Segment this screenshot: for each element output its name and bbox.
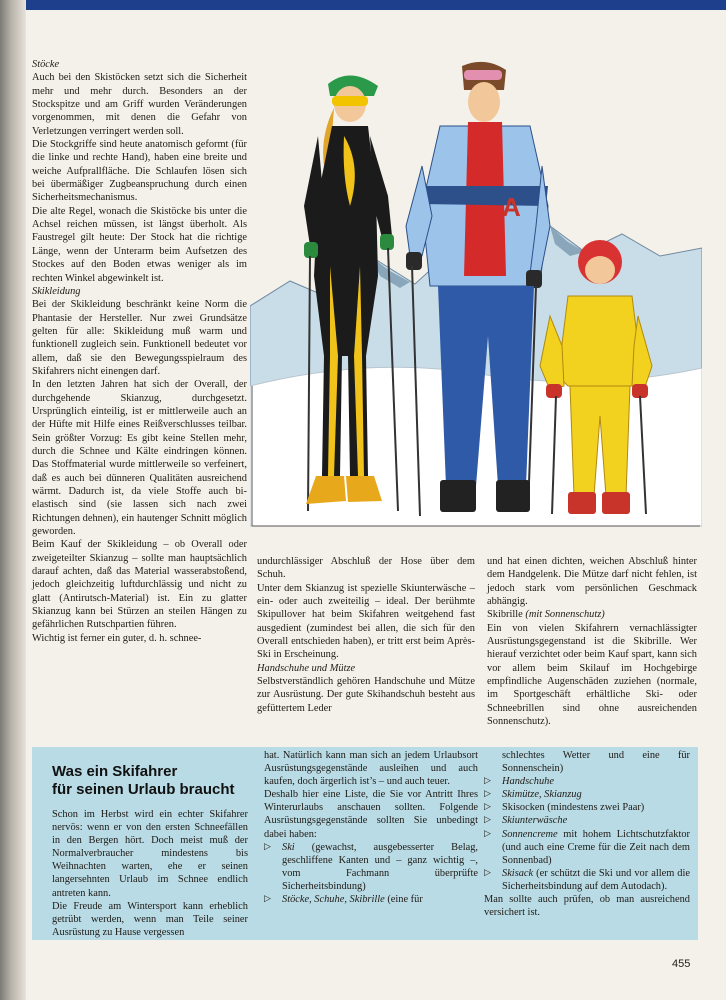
list-item — [484, 801, 690, 814]
heading-skibrille — [487, 608, 697, 621]
heading-skikleidung: Skikleidung — [32, 285, 81, 297]
paragraph: Auch bei den Skistöcken setzt sich die Sicherheit mehr und mehr durch. Besonders an der Stockspitze und am Griff wurden Veränderungen vorgenommen, mit denen die Gefahr von Verletzungen verringert werden soll. — [32, 72, 247, 137]
paragraph: schlechtes Wetter und eine für Sonnenschein) — [502, 750, 690, 775]
text-column-middle — [257, 555, 475, 715]
list-item — [484, 814, 690, 827]
list-item — [264, 841, 478, 893]
triangle-bullet-icon: ▷ — [484, 815, 491, 826]
triangle-bullet-icon: ▷ — [484, 789, 491, 800]
list-item-text: (eine für — [384, 894, 423, 906]
triangle-bullet-icon: ▷ — [484, 802, 491, 813]
paragraph: Die alte Regel, wonach die Skistöcke bis unter die Achsel reichen müssen, ist längst überholt. Als Faustregel gilt heute: Der Stock hat die richtige Länge, wenn der Unterarm beim Aufsetzen des Stockes auf den Boden etwas weniger als im rechten Winkel abgewinkelt ist. — [32, 205, 247, 284]
info-box-title — [52, 763, 252, 799]
list-item-emphasis: Skisack — [502, 867, 534, 879]
list-item — [484, 867, 690, 893]
triangle-bullet-icon: ▷ — [484, 828, 491, 839]
paragraph: Ein von vielen Skifahrern vernachlässigter Ausrüstungsgegenstand ist die Skibrille. Wer hierauf verzichtet oder beim Kauf spart, kann sich vor allem beim Skilauf im Hochgebirge empfindliche Augenschäden zuziehen (normale, im Sportgeschäft erhältliche Ski- oder Schneebrillen sind ohne ausreichenden Sonnenschutz). — [487, 622, 697, 728]
list-item-text: Skisocken (mindestens zwei Paar) — [502, 802, 645, 814]
list-item-text: (gewachst, ausgebesserter Belag, geschliffene Kanten und – ganz wichtig –, vom Fachmann überprüfte Sicherheitsbindung) — [282, 841, 478, 892]
heading-stoecke: Stöcke — [32, 59, 60, 70]
list-item — [484, 775, 690, 788]
paragraph: Unter dem Skianzug ist spezielle Skiunterwäsche – ein- oder auch zweiteilig – ideal. Der berühmte Skipullover hat beim Skifahren weitgehend fast ausgedient (zumindest bei allen, die sich für den Overall entschieden haben), er tritt erst beim Après-Ski in Erscheinung. — [257, 582, 475, 661]
text-column-right — [487, 555, 697, 728]
paragraph: Schon im Herbst wird ein echter Skifahrer nervös: wenn er von den ersten Schneefällen in den Bergen hört. Doch meist muß der Normalverbraucher mindestens bis Weihnachten warten, ehe er seinen langersehnten Urlaub im Schnee endlich antreten kann. — [52, 809, 248, 899]
heading-handschuhe-und-muetze: Handschuhe und Mütze — [257, 662, 356, 674]
list-item-text: mit hohem Lichtschutzfaktor (und auch eine Creme für die Zeit nach dem Sonnenbad) — [502, 828, 690, 866]
paragraph: Die Freude am Wintersport kann erheblich getrübt werden, wenn man Teile seiner Ausrüstung zu Hause vergessen — [52, 900, 248, 938]
list-item-text: (er schützt die Ski und vor allem die Sicherheitsbindung auf dem Autodach). — [502, 867, 690, 892]
paragraph: Bei der Skikleidung beschränkt keine Norm die Phantasie der Hersteller. Nur zwei Grundsätze gelten für alle: Skikleidung muß warm und funktionell zugleich sein. Funktionell bedeutet vor allem, daß sie den Bewegungsspielraum des Skifahrers nicht einengen darf. — [32, 299, 247, 377]
list-item-emphasis: Stöcke, Schuhe, Skibrille — [282, 894, 385, 906]
triangle-bullet-icon: ▷ — [264, 894, 271, 905]
paragraph: Die Stockgriffe sind heute anatomisch geformt (für die linke und rechte Hand), haben eine breite und weiche Aufprallfläche. Die Schlaufen lösen sich bei übermäßiger Zugbeanspruchung durch einen Sicherheitsmechanismus. — [32, 139, 247, 204]
list-item-emphasis: Skimütze, Skianzug — [502, 789, 582, 801]
list-item — [484, 788, 690, 801]
paragraph: Wichtig ist ferner ein guter, d. h. schnee- — [32, 632, 202, 644]
paragraph: und hat einen dichten, weichen Abschluß hinter dem Handgelenk. Die Mütze darf nicht fehlen, ist jedoch stark vom persönlichen Geschmack abhängig. — [487, 556, 697, 608]
book-spine-shadow — [0, 0, 26, 1000]
page-number: 455 — [672, 958, 691, 970]
paragraph: Beim Kauf der Skikleidung – ob Overall oder zweigeteilter Skianzug – sollte man hauptsächlich darauf achten, daß das Material wasserabstoßend, jedoch gleichzeitig luftdurchlässig und nicht zu glatt (Antirutsch-Material) ist. Ein zu glatter Skianzug kann bei Stürzen an steilen Hängen zu gefährlichen Rutschpartien führen. — [32, 539, 247, 631]
list-item-emphasis: Handschuhe — [502, 776, 554, 788]
list-item-emphasis: Skiunterwäsche — [502, 815, 568, 827]
list-item — [484, 828, 690, 867]
triangle-bullet-icon: ▷ — [484, 776, 491, 787]
heading-skibrille-main: Skibrille — [487, 609, 523, 621]
text-column-left — [32, 58, 247, 645]
svg-text:A: A — [502, 192, 521, 222]
paragraph: hat. Natürlich kann man sich an jedem Urlaubsort Ausrüstungsgegenstände ausleihen und auch kaufen, doch ärgerlich ist’s – und auch teuer. — [264, 750, 478, 788]
paragraph: undurchlässiger Abschluß der Hose über dem Schuh. — [257, 556, 475, 581]
info-box-column-1 — [52, 808, 248, 939]
top-edge-bar — [0, 0, 726, 10]
paragraph: Selbstverständlich gehören Handschuhe und Mütze zur Ausrüstung. Der gute Skihandschuh besteht aus gefüttertem Leder — [257, 676, 475, 714]
paragraph: In den letzten Jahren hat sich der Overall, der durchgehende Skianzug, durchgesetzt. Ursprünglich einteilig, ist er mittlerweile auch an der Hüfte mit Hilfe eines Reißverschlusses teilbar. Sein größter Vorzug: Es gibt keine Stellen mehr, durch die Schnee und Kälte eindringen können. Das Stoffmaterial wurde mittlerweile so verfeinert, daß es auch bei dünneren Qualitäten ausreichend wärmt. Dadurch ist, da viele Stoffe auch bi-elastisch sind (sie lassen sich nach zwei Richtungen dehnen), ein hautenger Schnitt möglich geworden. — [32, 379, 247, 538]
info-box-title-line-2: für seinen Urlaub braucht — [52, 781, 235, 798]
triangle-bullet-icon: ▷ — [264, 841, 271, 852]
heading-skibrille-sub: (mit Sonnenschutz) — [525, 609, 605, 621]
list-item — [264, 893, 478, 906]
skiers-illustration — [250, 56, 702, 546]
triangle-bullet-icon: ▷ — [484, 867, 491, 878]
paragraph: Deshalb hier eine Liste, die Sie vor Antritt Ihres Winterurlaubs anschauen sollten. Folgende Ausrüstungsgegenstände sollten Sie unbedingt dabei haben: — [264, 789, 478, 840]
paragraph: Man sollte auch prüfen, ob man ausreichend versichert ist. — [484, 894, 690, 919]
info-box-column-2 — [264, 749, 478, 906]
list-item-emphasis: Sonnencreme — [502, 828, 558, 840]
list-item-emphasis: Ski — [282, 841, 295, 853]
info-box-title-line-1: Was ein Skifahrer — [52, 763, 178, 780]
info-box-column-3 — [484, 749, 690, 919]
